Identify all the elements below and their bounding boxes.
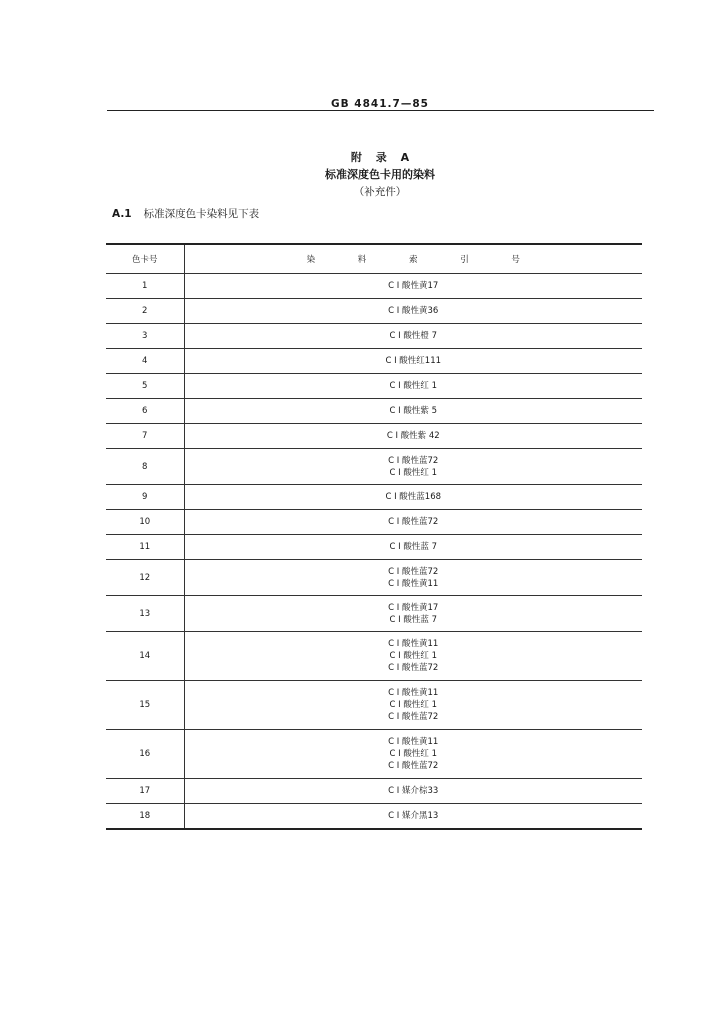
dye-cell bbox=[184, 535, 642, 560]
dye-index: C I 酸性蓝72 bbox=[388, 712, 439, 722]
column-header-dye-index: 染 料 索 引 号 bbox=[184, 244, 642, 274]
table-row bbox=[106, 374, 642, 399]
dye-index: C I 酸性黄11 bbox=[388, 737, 439, 747]
card-number: 5 bbox=[106, 374, 184, 399]
column-header-card: 色卡号 bbox=[106, 244, 184, 274]
card-number: 16 bbox=[106, 730, 184, 779]
dye-index: C I 酸性黄11 bbox=[388, 578, 439, 589]
dye-cell bbox=[184, 349, 642, 374]
table-row bbox=[106, 535, 642, 560]
card-number: 18 bbox=[106, 804, 184, 830]
dye-cell bbox=[184, 804, 642, 830]
dye-cell bbox=[184, 779, 642, 804]
card-number: 2 bbox=[106, 299, 184, 324]
appendix-subtitle: 标准深度色卡用的染料 bbox=[325, 168, 435, 181]
dye-table bbox=[106, 243, 642, 830]
dye-index: C I 酸性红 1 bbox=[389, 651, 437, 661]
table-row bbox=[106, 804, 642, 830]
dye-cell bbox=[184, 510, 642, 535]
card-number: 10 bbox=[106, 510, 184, 535]
dye-index: C I 酸性黄11 bbox=[388, 688, 439, 698]
section-text: 标准深度色卡染料见下表 bbox=[143, 208, 260, 220]
dye-index: C I 酸性蓝72 bbox=[388, 761, 439, 771]
table-row bbox=[106, 299, 642, 324]
dye-index: C I 酸性红 1 bbox=[389, 467, 437, 478]
dye-cell bbox=[184, 596, 642, 632]
dye-index: C I 酸性红 1 bbox=[389, 700, 437, 710]
dye-index: C I 酸性红111 bbox=[385, 356, 442, 366]
dye-index: C I 酸性蓝72 bbox=[388, 455, 439, 466]
dye-index: C I 酸性橙 7 bbox=[389, 331, 437, 341]
dye-cell bbox=[184, 681, 642, 730]
dye-index: C I 酸性蓝72 bbox=[388, 517, 439, 527]
dye-cell bbox=[184, 560, 642, 596]
dye-index: C I 酸性黄17 bbox=[388, 602, 439, 613]
dye-index: C I 酸性紫 42 bbox=[386, 431, 440, 441]
card-number: 3 bbox=[106, 324, 184, 349]
table-header-row bbox=[106, 244, 642, 274]
section-number: A.1 bbox=[112, 208, 132, 220]
table-row bbox=[106, 274, 642, 299]
table-row bbox=[106, 349, 642, 374]
card-number: 12 bbox=[106, 560, 184, 596]
card-number: 15 bbox=[106, 681, 184, 730]
table-row bbox=[106, 324, 642, 349]
table-row bbox=[106, 596, 642, 632]
card-number: 4 bbox=[106, 349, 184, 374]
dye-cell bbox=[184, 424, 642, 449]
dye-cell bbox=[184, 449, 642, 485]
dye-cell bbox=[184, 730, 642, 779]
dye-index: C I 媒介黑13 bbox=[388, 811, 439, 821]
dye-cell bbox=[184, 299, 642, 324]
card-number: 8 bbox=[106, 449, 184, 485]
dye-cell bbox=[184, 374, 642, 399]
table-row bbox=[106, 730, 642, 779]
dye-index: C I 酸性紫 5 bbox=[389, 406, 437, 416]
dye-index: C I 酸性黄17 bbox=[388, 281, 439, 291]
dye-cell bbox=[184, 485, 642, 510]
table-row bbox=[106, 485, 642, 510]
appendix-note: （补充件） bbox=[353, 186, 407, 198]
dye-cell bbox=[184, 399, 642, 424]
dye-index: C I 酸性蓝72 bbox=[388, 566, 439, 577]
table-body bbox=[106, 274, 642, 830]
dye-index: C I 酸性黄36 bbox=[388, 306, 439, 316]
card-number: 9 bbox=[106, 485, 184, 510]
section-heading bbox=[112, 206, 259, 221]
dye-index: C I 酸性蓝 7 bbox=[389, 614, 437, 625]
table-row bbox=[106, 510, 642, 535]
table-row bbox=[106, 560, 642, 596]
dye-index: C I 酸性红 1 bbox=[389, 381, 437, 391]
card-number: 7 bbox=[106, 424, 184, 449]
card-number: 6 bbox=[106, 399, 184, 424]
dye-cell bbox=[184, 274, 642, 299]
card-number: 17 bbox=[106, 779, 184, 804]
appendix-title: 附 录 A bbox=[350, 151, 410, 164]
table-row bbox=[106, 632, 642, 681]
table-row bbox=[106, 399, 642, 424]
dye-cell bbox=[184, 632, 642, 681]
dye-index: C I 媒介棕33 bbox=[388, 786, 439, 796]
table-row bbox=[106, 779, 642, 804]
table-row bbox=[106, 681, 642, 730]
table-row bbox=[106, 449, 642, 485]
dye-index: C I 酸性黄11 bbox=[388, 639, 439, 649]
card-number: 11 bbox=[106, 535, 184, 560]
dye-index: C I 酸性蓝72 bbox=[388, 663, 439, 673]
dye-cell bbox=[184, 324, 642, 349]
standard-code: GB 4841.7—85 bbox=[331, 98, 429, 110]
card-number: 13 bbox=[106, 596, 184, 632]
dye-index: C I 酸性蓝 7 bbox=[389, 542, 437, 552]
card-number: 14 bbox=[106, 632, 184, 681]
header-rule bbox=[107, 110, 654, 111]
dye-index: C I 酸性蓝168 bbox=[385, 492, 442, 502]
dye-index: C I 酸性红 1 bbox=[389, 749, 437, 759]
table-row bbox=[106, 424, 642, 449]
card-number: 1 bbox=[106, 274, 184, 299]
